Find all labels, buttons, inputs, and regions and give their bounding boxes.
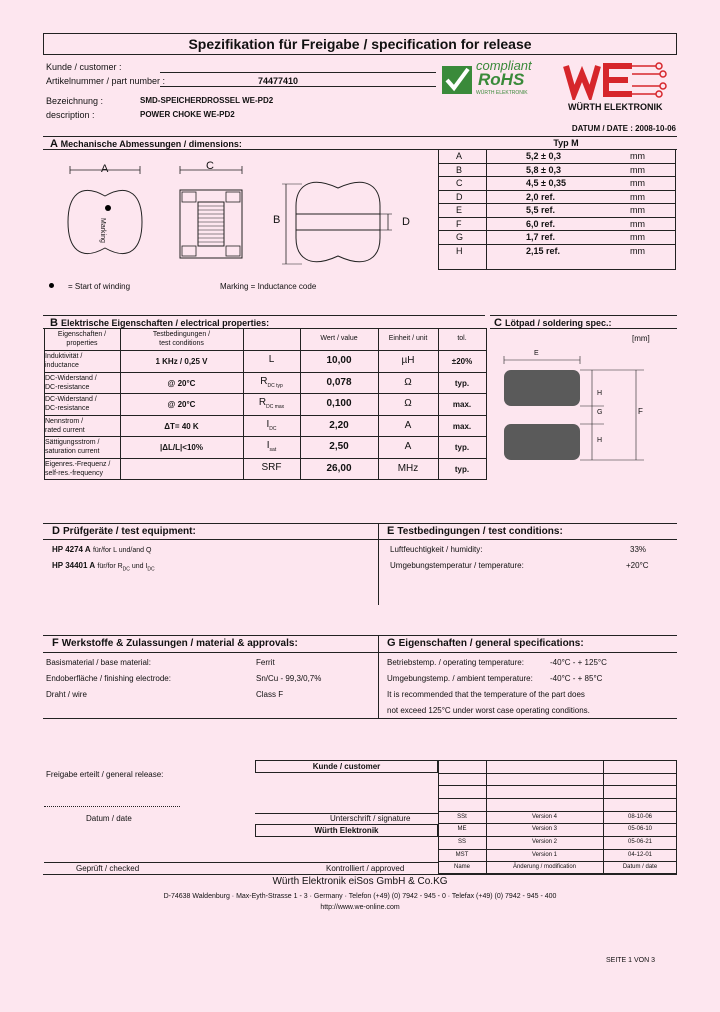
marking-legend: Marking = Inductance code [220,282,317,291]
elec-tol: typ. [454,443,470,452]
dim-row [438,244,676,258]
elec-symbol [243,355,300,369]
section-b-letter: B [50,317,58,329]
elec-row [44,458,487,480]
revision-date: 05-06-10 [627,826,653,833]
elec-header-prop [44,330,120,348]
section-b-heading: Elektrische Eigenschaften / electrical properties: [61,318,270,328]
spec-note-2: not exceed 125°C under worst case operating conditions. [387,706,590,715]
release-label: Freigabe erteilt / general release: [46,770,164,779]
section-e-title [387,525,563,537]
revision-name: ME [457,826,467,833]
revision-date: 05-06-21 [627,839,653,845]
release-line-2 [44,862,438,863]
release-customer-label: Kunde / customer [312,762,381,771]
material-3-label: Draht / wire [46,690,87,699]
elec-unit: µH [401,355,415,366]
equipment-1-model: HP 4274 A [52,545,91,554]
elec-prop-en: rated current [45,426,85,434]
humidity-value: 33% [630,545,647,554]
material-1-label: Basismaterial / base material: [46,658,151,667]
section-f-title [52,637,298,649]
revision-name: SSt [457,813,467,820]
rohs-text: RoHS [478,70,525,89]
temp-label: Umgebungstemperatur / temperature: [390,561,524,570]
elec-row [44,436,487,458]
elec-header-cond-en: test conditions [159,340,204,347]
elec-prop-en: self-res.-frequency [45,469,103,477]
amb-temp-label: Umgebungstemp. / ambient temperature: [387,674,533,683]
dim-unit: mm [630,178,645,188]
approved-label: Kontrolliert / approved [326,864,405,873]
dim-row [438,203,676,217]
elec-symbol-main: I [266,440,270,451]
soldering-unit: [mm] [632,334,650,343]
elec-prop-de: DC-Widerstand / [45,374,97,382]
elec-value: 26,00 [326,462,352,474]
revision-row-line [438,861,677,862]
dim-key: D [456,191,463,202]
humidity-label: Luftfeuchtigkeit / humidity: [390,545,483,554]
footer-address: D-74638 Waldenburg · Max-Eyth-Strasse 1 - 3 · Germany · Telefon (+49) (0) 7942 - 945 - 0 · Telefax (+49) (0) 7942 - 945 - 400 [163,893,557,900]
dim-row [438,163,676,177]
equipment-2-sub: DC [122,566,130,573]
elec-symbol-sub: DC [269,425,277,432]
section-fg-underline [43,652,677,653]
section-d-letter: D [52,525,60,537]
elec-value: 0,078 [326,376,352,388]
dim-label-c: C [206,160,214,172]
pad-label-e: E [534,350,539,357]
elec-symbol-main: SRF [261,461,282,473]
elec-symbol-main: R [260,375,268,387]
dim-row [438,230,676,244]
dim-row [438,217,676,231]
elec-value: 2,50 [329,441,349,452]
section-a-heading: Mechanische Abmessungen / dimensions: [60,139,242,149]
dim-table-type: Typ M [553,138,579,148]
revision-date: 04-12-01 [627,851,653,858]
revision-name: MST [455,851,469,858]
bottom-view-drawing [268,160,408,270]
elec-prop-en: inductance [45,362,79,369]
section-e-heading: Testbedingungen / test conditions: [397,526,563,537]
elec-symbol-main: R [258,397,267,408]
dim-label-a: A [101,163,109,175]
pad-label-h2: H [597,437,603,444]
dim-key: A [456,151,463,161]
description: POWER CHOKE WE-PD2 [140,110,235,119]
elec-symbol-main: I [266,418,270,430]
dim-value: 4,5 ± 0,35 [526,178,566,188]
elec-cond: ΔT= 40 K [164,421,199,431]
marking-label: Marking [99,218,106,243]
test-equipment-1 [52,545,151,554]
dim-value: 5,5 ref. [526,205,556,215]
section-a-letter: A [50,138,58,150]
revision-row-line [438,798,677,799]
section-fg-rule [43,635,677,636]
elec-unit: Ω [404,398,412,409]
dim-value: 5,8 ± 0,3 [526,164,561,175]
elec-value: 2,20 [329,419,349,431]
start-of-winding-legend: = Start of winding [68,282,131,291]
temp-value: +20°C [626,561,649,570]
elec-symbol-sub: DC typ [267,382,283,389]
elec-header-tol: tol. [457,335,467,342]
designation-label: Bezeichnung : [46,96,104,106]
elec-symbol [243,420,300,434]
footer-rule [43,874,677,875]
elec-unit: MHz [397,462,419,474]
dim-key: H [456,245,463,256]
elec-symbol-main: L [268,354,275,365]
part-line [160,86,436,87]
rohs-logo [440,60,552,98]
elec-tol: typ. [454,464,470,474]
elec-prop-en: DC-resistance [45,383,90,391]
customer-line [160,72,436,73]
elec-prop-en: DC-resistance [45,405,90,412]
elec-symbol [243,463,300,477]
section-d-title [52,525,196,537]
elec-cond: 1 KHz / 0,25 V [155,357,208,366]
section-c-letter: C [494,317,502,329]
section-de-underline [43,539,677,540]
date: DATUM / DATE : 2008-10-06 [571,124,676,133]
revision-row-line [438,773,677,774]
section-f-letter: F [52,637,59,649]
page-title: Spezifikation für Freigabe / specification for release [188,36,532,52]
section-de-rule [43,523,677,524]
revision-row-line [438,823,677,824]
dim-unit: mm [630,205,645,215]
elec-cond: |ΔL/L|<10% [160,443,203,452]
elec-header-value: Wert / value [320,335,358,342]
section-f-heading: Werkstoffe & Zulassungen / material & approvals: [61,638,298,649]
equipment-2-mid: und I [129,563,148,570]
rohs-compliant-text: compliant [476,58,532,73]
material-2-value: Sn/Cu - 99,3/0,7% [256,674,322,683]
dim-key: F [456,218,462,229]
section-g-letter: G [387,637,396,649]
revision-header-date: Datum / date [622,864,658,871]
revision-name: SS [457,839,466,845]
dim-unit: mm [630,245,645,256]
company-logo-text: WÜRTH ELEKTRONIK [568,102,663,112]
revision-header-name: Name [453,864,470,871]
elec-prop-de: Induktivität / [45,353,83,360]
elec-prop-de: DC-Widerstand / [45,396,97,403]
elec-tol: max. [452,421,472,431]
footer-url[interactable]: http://www.we-online.com [320,904,400,911]
part-number: 74477410 [258,76,299,86]
soldering-pad-drawing [494,346,664,486]
elec-header-cond-de: Testbedingungen / [152,331,211,338]
test-equipment-2 [52,561,155,573]
equipment-1-text: für/for L und/and Q [92,547,152,554]
section-e-letter: E [387,525,395,537]
revision-header-change: Änderung / modification [512,864,577,871]
rohs-sub-text: WÜRTH ELEKTRONIK [476,90,528,96]
description-label: description : [46,110,95,120]
elec-symbol-sub: DC max [266,404,285,410]
dim-unit: mm [630,191,645,202]
elec-header-prop-en: properties [66,340,98,347]
dim-value: 5,2 ± 0,3 [526,151,561,161]
solder-pad-bottom [504,424,580,460]
dim-key: C [456,178,463,188]
elec-row [44,350,487,372]
elec-tol: typ. [454,378,470,388]
elec-tol: ±20% [451,357,473,366]
elec-symbol [243,377,300,391]
elec-prop-de: Sättigungsstrom / [45,439,100,446]
revision-version: Version 2 [531,839,558,845]
elec-tol: max. [452,400,472,409]
dim-unit: mm [630,164,645,175]
dim-value: 2,15 ref. [526,245,561,256]
we-logo-icon [560,60,678,100]
elec-symbol [243,398,300,412]
dim-value: 1,7 ref. [526,232,556,242]
dim-value: 2,0 ref. [526,191,556,202]
equipment-2-model: HP 34401 A [52,561,96,570]
side-view-drawing [170,160,250,270]
section-fg-bottom [43,718,677,719]
pad-label-f: F [638,407,643,416]
dim-unit: mm [630,151,645,161]
elec-unit: A [404,441,412,452]
revision-row-line [438,849,677,850]
dim-row [438,149,676,163]
dim-row [438,176,676,190]
dim-row [438,190,676,204]
footer-company: Würth Elektronik eiSos GmbH & Co.KG [272,876,448,887]
start-of-winding-dot-icon [49,283,54,288]
elec-unit: Ω [404,376,412,388]
elec-value: 0,100 [326,398,352,409]
elec-symbol-sub: sat [269,447,277,453]
elec-prop-en: saturation current [45,448,100,455]
section-g-heading: Eigenschaften / general specifications: [398,638,584,649]
section-de-divider [378,523,379,605]
spec-note-1: It is recommended that the temperature of the part does [387,690,585,699]
customer-label: Kunde / customer : [46,62,122,72]
section-a-rule [43,136,677,137]
dim-unit: mm [630,218,645,229]
dim-label-d: D [402,216,410,228]
elec-row [44,393,487,415]
part-number-label: Artikelnummer / part number : [46,76,166,86]
revision-version: Version 4 [531,813,558,820]
top-view-drawing [60,160,160,270]
dim-key: B [456,164,463,175]
elec-value: 10,00 [326,355,352,366]
pad-label-g: G [597,409,603,416]
checked-label: Geprüft / checked [76,864,140,873]
revision-version: Version 3 [531,826,558,833]
amb-temp-value: -40°C - + 85°C [550,674,603,683]
we-logo [560,60,678,114]
elec-prop-de: Nennstrom / [45,417,84,425]
material-3-value: Class F [256,690,284,699]
release-we-label: Würth Elektronik [314,826,379,835]
revision-row-line [438,785,677,786]
dim-value: 6,0 ref. [526,218,556,229]
elec-unit: A [404,419,412,431]
designation: SMD-SPEICHERDROSSEL WE-PD2 [140,96,274,105]
material-2-label: Endoberfläche / finishing electrode: [46,674,171,683]
release-sig-label: Unterschrift / signature [330,814,411,823]
dim-key: E [456,205,463,215]
elec-prop-de: Eigenres.-Frequenz / [45,460,111,468]
revision-row-line [438,836,677,837]
release-date-label: Datum / date [86,814,132,823]
section-c-heading: Lötpad / soldering spec.: [505,318,612,328]
pad-label-h1: H [597,390,603,397]
section-fg-divider [378,635,379,719]
dim-label-b: B [273,214,281,226]
elec-row [44,372,487,394]
op-temp-value: -40°C - + 125°C [550,658,607,667]
release-dotted-1 [44,806,180,807]
elec-cond: @ 20°C [167,378,196,388]
dim-unit: mm [630,232,645,242]
section-d-heading: Prüfgeräte / test equipment: [63,526,196,537]
elec-header-prop-de: Eigenschaften / [57,331,107,338]
section-b-rule [43,315,485,316]
revision-version: Version 1 [531,851,558,858]
elec-header-unit: Einheit / unit [388,335,428,342]
op-temp-label: Betriebstemp. / operating temperature: [387,658,524,667]
elec-row [44,415,487,437]
page-number: SEITE 1 VON 3 [606,957,656,964]
section-g-title [387,637,584,649]
elec-header-cond [120,330,243,348]
revision-date: 08-10-06 [627,813,653,820]
elec-symbol [243,441,300,455]
dim-key: G [456,232,464,242]
equipment-2-text: für/for R [97,563,123,570]
section-c-rule [490,315,677,316]
revision-row-line [438,811,677,812]
section-c-underline [490,328,677,329]
elec-cond: @ 20°C [167,400,196,409]
equipment-2-sub2: DC [147,566,155,573]
material-1-value: Ferrit [256,658,275,667]
solder-pad-top [504,370,580,406]
